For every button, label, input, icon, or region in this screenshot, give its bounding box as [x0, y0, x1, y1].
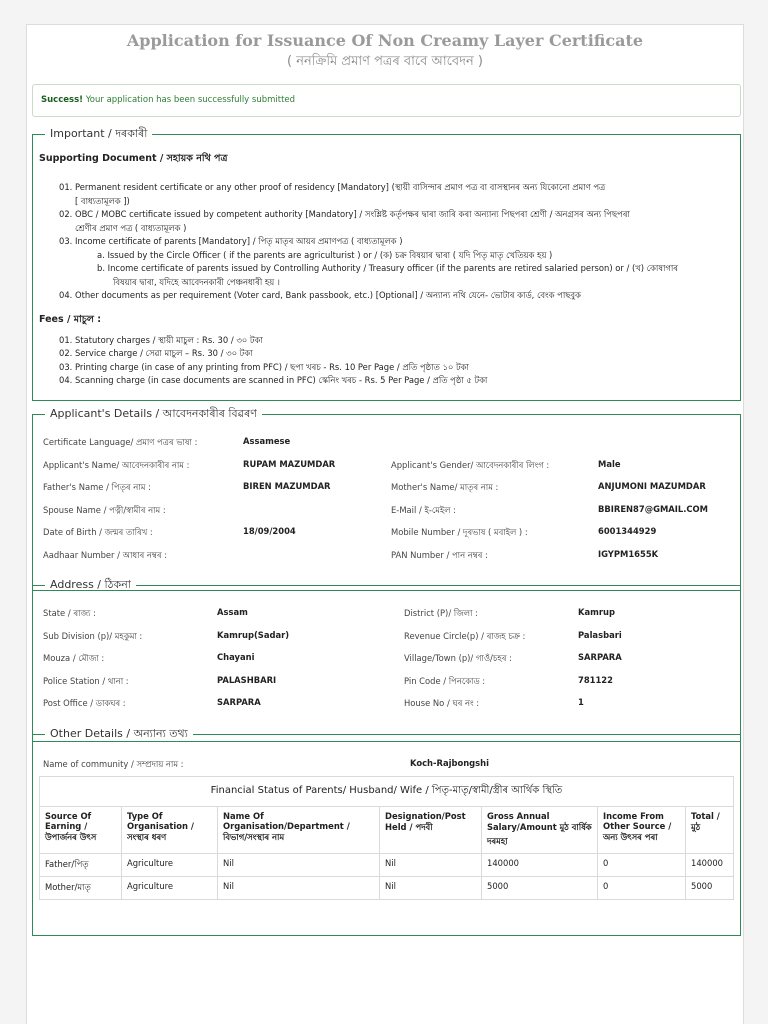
- applicant-section: [32, 405, 741, 591]
- aadhaar-label: Aadhaar Number / আধাৰ নম্বৰ :: [43, 549, 168, 560]
- state-label: State / ৰাজ্য :: [43, 608, 96, 618]
- success-alert: [32, 84, 741, 117]
- table-header-row: [40, 807, 734, 854]
- fee-item: 02. Service charge / সেৱা মাচুল – Rs. 30 / ৩০ টকা: [59, 348, 253, 358]
- mouza-value: Chayani: [217, 652, 255, 662]
- community-row: [39, 754, 734, 774]
- pin-code-value: 781122: [578, 674, 613, 685]
- community-label: Name of community / সম্প্ৰদায় নাম :: [43, 759, 184, 769]
- village-label: Village/Town (p)/ গাওঁ/চহৰ :: [404, 653, 512, 663]
- mobile-value: 6001344929: [598, 526, 657, 536]
- column-header: Name Of Organisation/Department / বিভাগ/সংস্থাৰ নাম: [218, 807, 380, 854]
- doc-item: [ বাধ্যতামূলক ]): [75, 195, 130, 206]
- mother-name-value: ANJUMONI MAZUMDAR: [598, 481, 706, 491]
- column-header: Type Of Organisation / সংস্থাৰ ধৰণ: [122, 807, 218, 854]
- page-subtitle: ( ননক্ৰিমি প্ৰমাণ পত্ৰৰ বাবে আবেদন ): [287, 54, 483, 69]
- doc-subitem: বিষয়াৰ দ্বাৰা, যদিহে আবেদনকাৰী পেঞ্চনধাৰী হয় ।: [113, 276, 280, 287]
- applicant-legend: Applicant's Details / আবেদনকাৰীৰ বিৱৰণ: [50, 407, 257, 420]
- table-cell: 0: [598, 877, 686, 900]
- fee-item: 04. Scanning charge (in case documents are scanned in PFC) স্কেনিং খৰচ - Rs. 5 Per Page / প্ৰতি পৃষ্ঠা ৫ টকা: [59, 375, 488, 385]
- table-cell: Agriculture: [122, 854, 218, 877]
- financial-status-table: [39, 776, 734, 900]
- doc-item: 04. Other documents as per requirement (Voter card, Bank passbook, etc.) [Optional] / অন্যান্য নথি যেনে- ভোটাৰ কাৰ্ড, বেংক পাছবুক: [59, 290, 581, 300]
- table-row: [40, 877, 734, 900]
- important-legend: Important / দৰকাৰী: [50, 127, 148, 140]
- table-cell: Nil: [218, 877, 380, 900]
- column-header: Source Of Earning / উপাৰ্জনৰ উৎস: [40, 807, 122, 854]
- applicant-name-label: Applicant's Name/ আবেদনকাৰীৰ নাম :: [43, 459, 190, 470]
- mouza-label: Mouza / মৌজা :: [43, 653, 105, 663]
- doc-item: 02. OBC / MOBC certificate issued by competent authority [Mandatory] / সংশ্লিষ্ট কৰ্তৃপক্ষৰ দ্বাৰা জাৰি কৰা অন্যান্য পিছপৰা শ্ৰেণী / অনগ্ৰসৰ অন্য পিছপৰা: [59, 209, 630, 219]
- detail-row: [39, 432, 734, 455]
- district-label: District (P)/ জিলা :: [404, 608, 478, 618]
- revenue-circle-label: Revenue Circle(p) / ৰাজহ চক্ৰ :: [404, 630, 526, 641]
- subdivision-value: Kamrup(Sadar): [217, 629, 290, 640]
- address-row: [39, 671, 734, 694]
- table-cell: Nil: [380, 877, 482, 900]
- applicant-name-value: RUPAM MAZUMDAR: [243, 458, 336, 469]
- page-title: Application for Issuance Of Non Creamy Layer Certificate: [126, 31, 644, 50]
- revenue-circle-value: Palasbari: [578, 629, 622, 640]
- father-name-label: Father's Name / পিতৃৰ নাম :: [43, 482, 151, 492]
- detail-row: [39, 522, 734, 545]
- fees-list: [39, 334, 734, 388]
- email-value: BBIREN87@GMAIL.COM: [598, 503, 709, 514]
- cert-lang-label: Certificate Language/ প্ৰমাণ পত্ৰৰ ভাষা :: [43, 437, 198, 447]
- address-legend: Address / ঠিকনা: [50, 578, 131, 591]
- table-cell: Agriculture: [122, 877, 218, 900]
- fees-heading: Fees / মাচুল :: [39, 313, 102, 325]
- detail-row: [39, 500, 734, 523]
- house-no-value: 1: [578, 697, 584, 707]
- fee-item: 03. Printing charge (in case of any printing from PFC) / ছপা খৰচ - Rs. 10 Per Page / প্ৰতি পৃষ্ঠাত ১০ টকা: [59, 361, 469, 372]
- doc-subitem: a. Issued by the Circle Officer ( if the parents are agriculturist ) or / (ক) চক্ৰ বিষয়াৰ দ্বাৰা ( যদি পিতৃ মাতৃ খেতিয়ক হয় ): [97, 249, 553, 260]
- address-row: [39, 603, 734, 626]
- table-cell: 140000: [686, 854, 734, 877]
- alert-message: Your application has been successfully submitted: [85, 95, 296, 105]
- address-row: [39, 648, 734, 671]
- district-value: Kamrup: [578, 607, 615, 617]
- spouse-name-label: Spouse Name / পত্নী/স্বামীৰ নাম :: [43, 504, 166, 515]
- mother-name-label: Mother's Name/ মাতৃৰ নাম :: [391, 482, 499, 492]
- pan-value: IGYPM1655K: [598, 548, 659, 559]
- pan-label: PAN Number / পান নম্বৰ :: [391, 549, 488, 560]
- doc-item: 03. Income certificate of parents [Mandatory] / পিতৃ মাতৃৰ আয়ৰ প্ৰমাণপত্ৰ ( বাধ্যতামূলক ): [59, 236, 403, 246]
- table-cell: 5000: [686, 877, 734, 900]
- application-page: [26, 24, 744, 1024]
- police-station-value: PALASHBARI: [217, 674, 277, 685]
- village-value: SARPARA: [578, 652, 622, 662]
- subdivision-label: Sub Division (p)/ মহকুমা :: [43, 630, 143, 641]
- fee-item: 01. Statutory charges / স্থায়ী মাচুল : Rs. 30 / ৩০ টকা: [59, 334, 263, 345]
- address-row: [39, 626, 734, 649]
- email-label: E-Mail / ই-মেইল :: [391, 504, 456, 515]
- alert-strong: Success!: [41, 95, 84, 105]
- supporting-doc-heading: Supporting Document / সহায়ক নথি পত্ৰ: [39, 153, 228, 164]
- table-cell: 140000: [482, 854, 598, 877]
- address-row: [39, 693, 734, 716]
- gender-label: Applicant's Gender/ আবেদনকাৰীৰ লিংগ :: [391, 459, 550, 470]
- father-name-value: BIREN MAZUMDAR: [243, 481, 331, 491]
- dob-value: 18/09/2004: [243, 526, 296, 536]
- table-cell: 5000: [482, 877, 598, 900]
- column-header: Gross Annual Salary/Amount মুঠ বাৰ্ষিক দৰমহা: [482, 807, 598, 854]
- police-station-label: Police Station / থানা :: [43, 675, 129, 686]
- doc-item: শ্ৰেণীৰ প্ৰমাণ পত্ৰ ( বাধ্যতামূলক ): [75, 222, 187, 233]
- community-value: Koch-Rajbongshi: [410, 758, 489, 768]
- table-row: [40, 854, 734, 877]
- detail-row: [39, 477, 734, 500]
- detail-row: [39, 455, 734, 478]
- mobile-label: Mobile Number / দূৰভাষ ( মবাইল ) :: [391, 527, 528, 537]
- financial-status-title: Financial Status of Parents/ Husband/ Wife / পিতৃ-মাতৃ/স্বামী/স্ত্ৰীৰ আৰ্থিক স্থিতি: [40, 777, 734, 807]
- other-details-legend: Other Details / অন্যান্য তথ্য: [50, 727, 188, 740]
- column-header: Income From Other Source / অন্য উৎসৰ পৰা: [598, 807, 686, 854]
- column-header: Total / মুঠ: [686, 807, 734, 854]
- table-cell: Nil: [380, 854, 482, 877]
- pin-code-label: Pin Code / পিনকোড :: [404, 675, 486, 686]
- post-office-label: Post Office / ডাকঘৰ :: [43, 698, 126, 708]
- doc-subitems: [59, 249, 734, 290]
- address-section: [32, 576, 741, 742]
- table-cell: Nil: [218, 854, 380, 877]
- house-no-label: House No / ঘৰ নং :: [404, 698, 480, 708]
- gender-value: Male: [598, 458, 621, 469]
- table-cell: Father/পিতৃ: [40, 854, 122, 877]
- other-details-section: [32, 725, 741, 936]
- column-header: Designation/Post Held / পদবী: [380, 807, 482, 854]
- state-value: Assam: [217, 607, 248, 617]
- table-cell: 0: [598, 854, 686, 877]
- doc-subitem: b. Income certificate of parents issued by Controlling Authority / Treasury officer (if the parents are retired salaried person) or / (খ) কোষাগাৰ: [97, 263, 679, 273]
- post-office-value: SARPARA: [217, 697, 261, 707]
- important-section: [32, 125, 741, 401]
- cert-lang-value: Assamese: [243, 436, 291, 446]
- detail-row: [39, 545, 734, 568]
- doc-item: 01. Permanent resident certificate or any other proof of residency [Mandatory] (স্থায়ী বাসিন্দাৰ প্ৰমাণ পত্ৰ বা বাসস্থানৰ অন্য যিকোনো প্ৰমাণ পত্ৰ: [59, 182, 606, 192]
- table-cell: Mother/মাতৃ: [40, 877, 122, 900]
- dob-label: Date of Birth / জন্মৰ তাৰিখ :: [43, 527, 153, 537]
- supporting-doc-list: [39, 181, 734, 303]
